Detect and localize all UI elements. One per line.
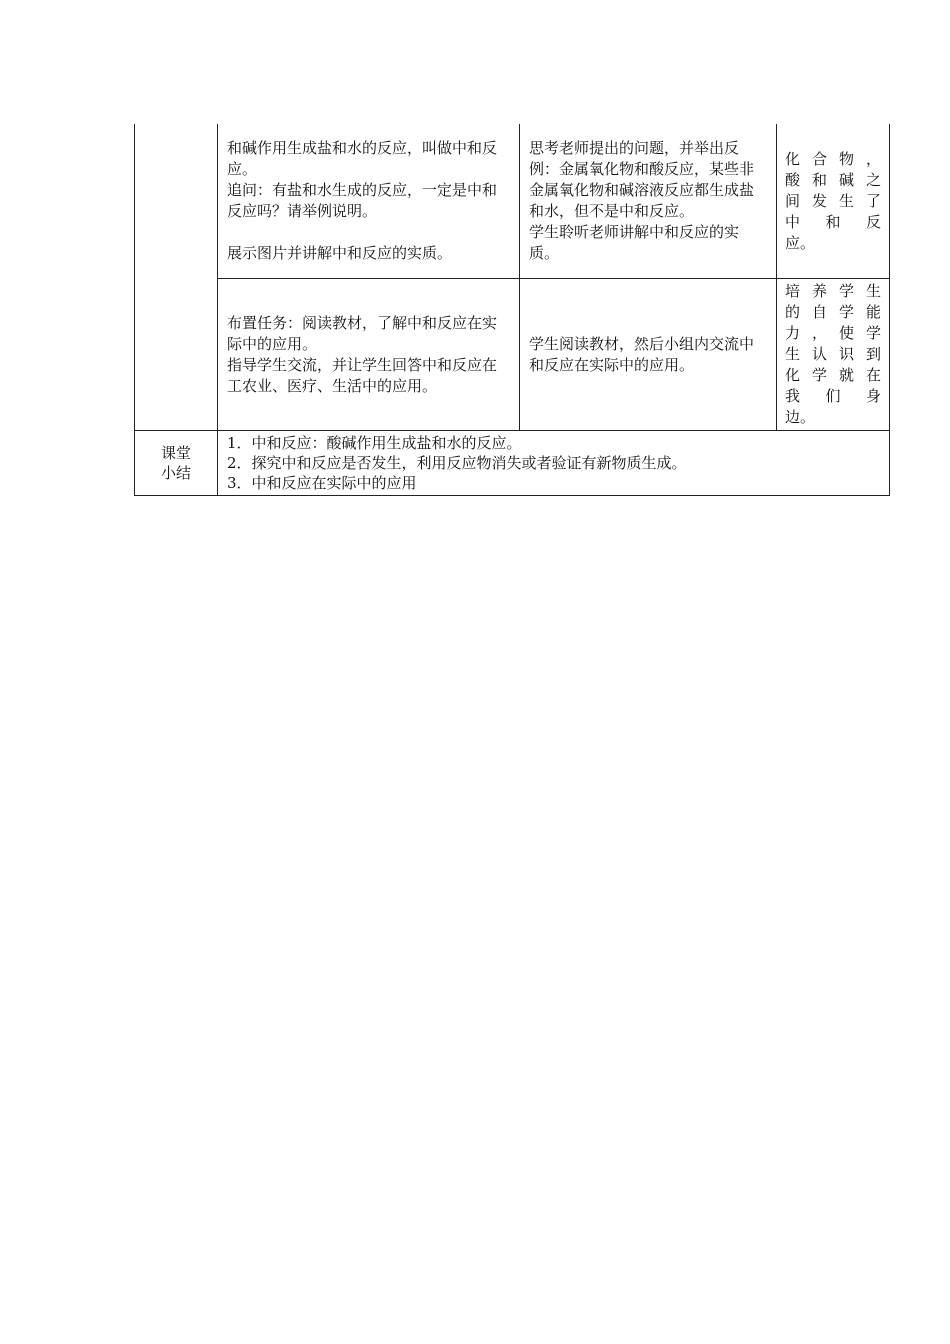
intent-line: 应。	[785, 233, 816, 252]
design-intent-cell	[777, 279, 890, 431]
summary-item: 2．探究中和反应是否发生，利用反应物消失或者验证有新物质生成。	[227, 454, 687, 472]
intent-line: 边。	[785, 408, 816, 426]
summary-label-cell	[135, 431, 218, 496]
student-text: 学生阅读教材，然后小组内交流中和反应在实际中的应用。	[529, 334, 755, 374]
intent-line: 力，使学	[785, 324, 881, 342]
stage-cell	[135, 124, 218, 431]
intent-line: 培养学生	[785, 282, 881, 300]
summary-item: 3．中和反应在实际中的应用	[227, 474, 417, 492]
summary-content-cell	[218, 431, 890, 496]
intent-line: 中和反	[785, 212, 881, 231]
intent-line: 我们身	[785, 387, 881, 405]
intent-line: 间发生了	[785, 191, 881, 210]
teacher-text: 布置任务：阅读教材，了解中和反应在实际中的应用。	[227, 313, 498, 353]
teacher-text: 展示图片并讲解中和反应的实质。	[227, 244, 453, 262]
student-text: 学生聆听老师讲解中和反应的实质。	[529, 223, 740, 262]
student-text: 思考老师提出的问题，并举出反例：金属氧化物和酸反应，某些非金属氧化物和碱溶液反应都生成盐和水，但不是中和反应。	[529, 139, 755, 220]
intent-line: 酸和碱之	[785, 170, 881, 189]
student-activity-cell	[520, 124, 777, 279]
teacher-activity-cell	[218, 124, 520, 279]
intent-line: 的自学能	[785, 303, 881, 321]
student-activity-cell	[520, 279, 777, 431]
teacher-activity-cell	[218, 279, 520, 431]
summary-item: 1．中和反应：酸碱作用生成盐和水的反应。	[227, 434, 522, 452]
lesson-table	[134, 124, 890, 496]
summary-label: 小结	[160, 464, 191, 482]
intent-line: 化学就在	[785, 366, 881, 384]
table-row	[135, 279, 890, 431]
spacer	[227, 222, 510, 243]
teacher-text: 和碱作用生成盐和水的反应，叫做中和反应。	[227, 139, 498, 178]
intent-line: 化合物，	[785, 149, 881, 168]
teacher-text: 指导学生交流，并让学生回答中和反应在工农业、医疗、生活中的应用。	[227, 355, 498, 395]
summary-label: 课堂	[160, 444, 191, 462]
design-intent-cell	[777, 124, 890, 279]
intent-line: 生认识到	[785, 345, 881, 363]
table-row	[135, 124, 890, 279]
summary-row	[135, 431, 890, 496]
teacher-text: 追问：有盐和水生成的反应，一定是中和反应吗？请举例说明。	[227, 181, 498, 220]
